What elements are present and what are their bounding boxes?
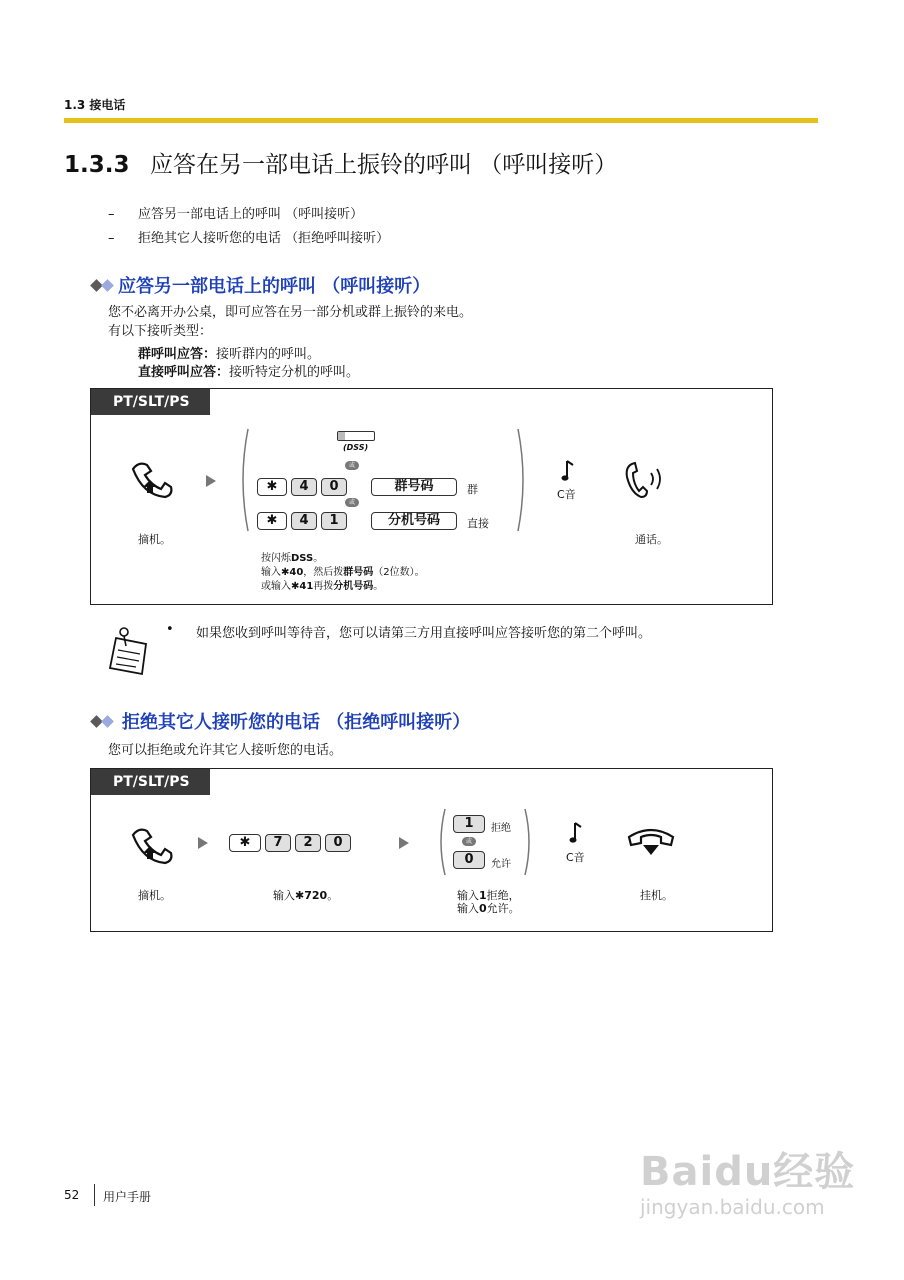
group-label: 群: [467, 483, 478, 496]
page-title: [64, 146, 617, 179]
arrow-icon: [399, 837, 409, 849]
note-bullet: •: [166, 622, 174, 637]
watermark-url: jingyan.baidu.com: [640, 1195, 825, 1219]
key-7: 7: [265, 834, 291, 852]
tone-label: C音: [557, 488, 576, 501]
key-0: 0: [321, 478, 347, 496]
or-badge: 或: [345, 461, 359, 470]
bracket-left: [236, 427, 250, 533]
caption-onhook: 挂机。: [640, 889, 673, 902]
section2-intro: 您可以拒绝或允许其它人接听您的电话。: [108, 743, 343, 758]
section1-title: [92, 272, 430, 298]
off-hook-icon: [129, 459, 179, 501]
bullet-item: [108, 203, 363, 222]
watermark-logo: Baidu经验: [640, 1149, 856, 1195]
section2-title: [92, 708, 470, 734]
caption-option: 输入1拒绝，: [457, 889, 520, 902]
note-text: 如果您收到呼叫等待音，您可以请第三方用直接呼叫应答接听您的第二个呼叫。: [196, 626, 652, 641]
bracket-right: [516, 427, 530, 533]
instruction-line: 输入✱40，然后拨群号码（2位数）。: [261, 567, 425, 578]
phone-type-tab: PT/SLT/PS: [91, 389, 210, 415]
answer-type: [138, 343, 320, 362]
footer-text: 用户手册: [103, 1190, 152, 1204]
answer-type-name: 直接呼叫应答：: [138, 365, 230, 380]
caption-offhook: 摘机。: [138, 889, 171, 902]
bracket-right: [523, 807, 535, 877]
page-number: 52: [64, 1188, 80, 1202]
deny-label: 拒绝: [491, 823, 511, 834]
key-2: 2: [295, 834, 321, 852]
instruction-line: 按闪烁DSS。: [261, 553, 324, 564]
key-star: ✱: [257, 512, 287, 530]
arrow-icon: [206, 475, 216, 487]
bullet-text: 应答另一部电话上的呼叫 （呼叫接听）: [138, 207, 364, 222]
procedure-box-deny: [90, 768, 773, 932]
key-1: 1: [453, 815, 485, 833]
instruction-line: 或输入✱41再拨分机号码。: [261, 581, 384, 592]
on-hook-icon: [625, 825, 677, 861]
allow-label: 允许: [491, 859, 511, 870]
dss-button-icon: [337, 431, 375, 441]
answer-type: [138, 361, 359, 380]
bullet-text: 拒绝其它人接听您的电话 （拒绝呼叫接听）: [138, 231, 390, 246]
direct-label: 直接: [467, 517, 489, 530]
section1-intro: 有以下接听类型：: [108, 324, 213, 339]
key-0: 0: [453, 851, 485, 869]
diamond-bullet-icon: [92, 717, 114, 726]
watermark: [640, 1140, 855, 1219]
answer-type-desc: 接听群内的呼叫。: [216, 347, 321, 362]
tone-label: C音: [566, 851, 585, 864]
key-0: 0: [325, 834, 351, 852]
key-sequence-direct: [257, 512, 351, 530]
footer-divider: [94, 1184, 95, 1206]
key-4: 4: [291, 512, 317, 530]
title-number: 1.3.3: [64, 152, 130, 178]
diamond-bullet-icon: [92, 281, 114, 290]
caption-code: 输入✱720。: [273, 889, 339, 902]
arrow-icon: [198, 837, 208, 849]
bullet-item: [108, 227, 389, 246]
section1-intro: 您不必离开办公桌，即可应答在另一部分机或群上振铃的来电。: [108, 305, 473, 320]
note-icon: [106, 624, 156, 678]
group-number-field: 群号码: [371, 478, 457, 496]
bullet-dash: –: [108, 207, 115, 222]
key-4: 4: [291, 478, 317, 496]
header-rule: [64, 118, 818, 123]
key-sequence-group: [257, 478, 351, 496]
or-badge: 或: [345, 498, 359, 507]
bracket-left: [435, 807, 447, 877]
caption-offhook: 摘机。: [138, 533, 171, 546]
answer-type-desc: 接听特定分机的呼叫。: [229, 365, 360, 380]
phone-type-tab: PT/SLT/PS: [91, 769, 210, 795]
section2-title-text: 拒绝其它人接听您的电话 （拒绝呼叫接听）: [122, 712, 471, 733]
dss-label: (DSS): [343, 443, 369, 452]
caption-option: 输入0允许。: [457, 902, 520, 915]
section-label: 1.3 接电话: [64, 98, 126, 112]
off-hook-icon: [129, 825, 179, 867]
key-star: ✱: [257, 478, 287, 496]
section1-title-text: 应答另一部电话上的呼叫 （呼叫接听）: [118, 276, 431, 297]
key-1: 1: [321, 512, 347, 530]
music-note-icon: [561, 459, 575, 483]
caption-talk: 通话。: [635, 533, 668, 546]
procedure-box-pickup: [90, 388, 773, 605]
talk-handset-icon: [621, 459, 669, 501]
key-sequence-720: [229, 834, 355, 852]
or-badge: 或: [462, 837, 476, 846]
answer-type-name: 群呼叫应答：: [138, 347, 217, 362]
bullet-dash: –: [108, 231, 115, 246]
extension-number-field: 分机号码: [371, 512, 457, 530]
title-text: 应答在另一部电话上振铃的呼叫 （呼叫接听）: [150, 152, 618, 178]
key-star: ✱: [229, 834, 261, 852]
music-note-icon: [569, 821, 583, 845]
